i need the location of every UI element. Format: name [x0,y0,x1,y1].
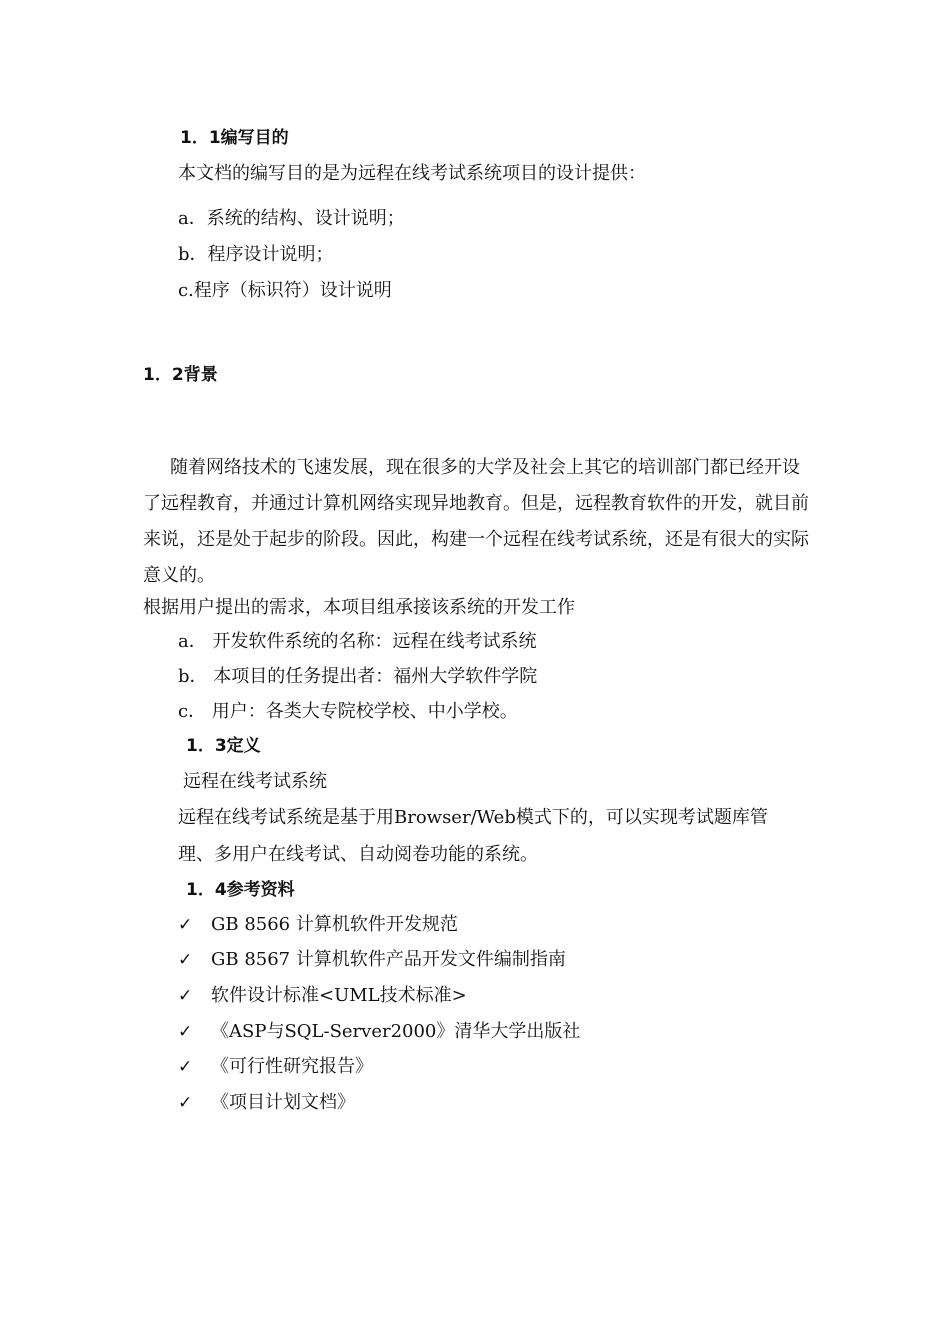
requirements-line: 根据用户提出的需求，本项目组承接该系统的开发工作 [143,597,575,618]
purpose-item-c: c.程序（标识符）设计说明 [178,280,392,301]
background-item-c: c． 用户：各类大专院校学校、中小学校。 [178,701,518,722]
section-heading-background: 1．2背景 [143,365,218,385]
section-heading-definition: 1．3定义 [186,736,261,756]
purpose-item-b: b．程序设计说明； [178,244,334,265]
section-heading-references: 1．4参考资料 [186,880,295,900]
reference-item: 软件设计标准<UML技术标准> [211,985,467,1006]
section-heading-purpose: 1．1编写目的 [180,128,289,148]
check-icon: ✓ [178,986,193,1006]
check-icon: ✓ [178,1093,193,1113]
purpose-intro: 本文档的编写目的是为远程在线考试系统项目的设计提供： [178,163,646,184]
definition-line-1: 远程在线考试系统是基于用Browser/Web模式下的，可以实现考试题库管 [178,807,768,828]
reference-item: 《可行性研究报告》 [211,1056,373,1077]
purpose-item-a: a．系统的结构、设计说明； [178,208,405,229]
reference-item: GB 8566 计算机软件开发规范 [211,914,458,935]
background-item-b: b． 本项目的任务提出者：福州大学软件学院 [178,666,538,687]
check-icon: ✓ [178,915,193,935]
reference-item: GB 8567 计算机软件产品开发文件编制指南 [211,949,566,970]
reference-item: 《ASP与SQL-Server2000》清华大学出版社 [211,1021,581,1042]
check-icon: ✓ [178,1022,193,1042]
reference-item: 《项目计划文档》 [211,1092,355,1113]
background-item-a: a． 开发软件系统的名称：远程在线考试系统 [178,631,537,652]
definition-term: 远程在线考试系统 [183,771,327,792]
check-icon: ✓ [178,1057,193,1077]
background-paragraph: 随着网络技术的飞速发展，现在很多的大学及社会上其它的培训部门都已经开设了远程教育，并通过计算机网络实现异地教育。但是，远程教育软件的开发，就目前来说，还是处于起步的阶段。因此，构建一个远程在线考试系统，还是有很大的实际意义的。 [143,457,809,586]
definition-line-2: 理、多用户在线考试、自动阅卷功能的系统。 [178,844,538,865]
check-icon: ✓ [178,950,193,970]
